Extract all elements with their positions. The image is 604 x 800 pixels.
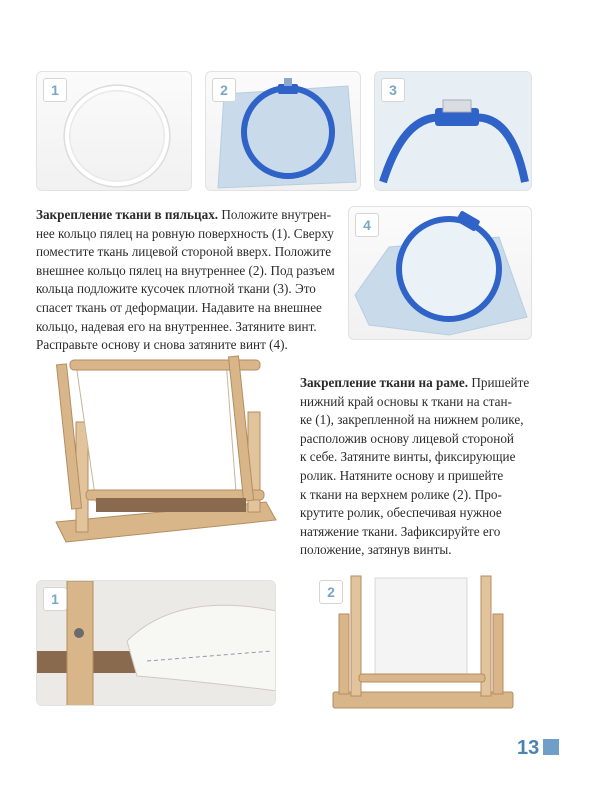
text-line: к себе. Затяните винты, фиксирующие	[300, 449, 516, 465]
text-line: поместите ткань лицевой стороной вверх. Положите	[36, 244, 332, 260]
text-line: нижний край основы к ткани на стан-	[300, 393, 512, 409]
frame-with-fabric-illustration	[313, 574, 532, 714]
text-line: расположив основу лицевой стороной	[300, 430, 514, 446]
roller-closeup-illustration	[37, 581, 276, 706]
step-number: 1	[43, 78, 67, 102]
step-number: 1	[43, 587, 67, 611]
text-line: Пришейте	[468, 375, 530, 390]
text-line: кольца подложите кусочек плотной ткани (3). Это	[36, 281, 316, 297]
frame-heading: Закрепление ткани на раме.	[300, 375, 469, 390]
text-line: Положите внутрен-	[218, 207, 331, 222]
step-number: 4	[355, 213, 379, 237]
page-number-marker	[543, 739, 559, 755]
photo-outer-hoop-on-fabric	[205, 71, 361, 191]
step-number: 2	[212, 78, 236, 102]
photo-embroidery-frame	[36, 352, 286, 557]
text-line: ролик. Натяните основу и пришейте	[300, 467, 504, 483]
photo-fabric-on-frame	[313, 574, 532, 714]
photo-inner-hoop	[36, 71, 192, 191]
text-line: крутите ролик, обеспечивая нужное	[300, 505, 502, 521]
text-line: натяжение ткани. Зафиксируйте его	[300, 523, 501, 539]
text-line: положение, затянув винты.	[300, 542, 452, 558]
text-line: внешнее кольцо пялец на внутреннее (2). Под разъем	[36, 262, 335, 278]
photo-sewing-to-roller	[36, 580, 276, 706]
frame-instructions	[300, 374, 550, 560]
text-line: спасет ткань от деформации. Надавите на внешнее	[36, 299, 322, 315]
text-line: к ткани на верхнем ролике (2). Про-	[300, 486, 502, 502]
text-line: Расправьте основу и снова затяните винт (4).	[36, 337, 288, 353]
step-number: 2	[319, 580, 343, 604]
hoop-heading: Закрепление ткани в пяльцах.	[36, 207, 219, 222]
frame-stand-illustration	[36, 352, 286, 557]
photo-fabric-under-clasp	[374, 71, 532, 191]
photo-hoop-tightened	[348, 206, 532, 340]
page-number: 13	[517, 737, 540, 759]
text-line: нее кольцо пялец на ровную поверхность (1). Сверху	[36, 225, 334, 241]
hoop-instructions	[36, 206, 346, 355]
text-line: ке (1), закрепленной на нижнем ролике,	[300, 412, 524, 428]
text-line: кольцо, надевая его на внутреннее. Затяните винт.	[36, 318, 317, 334]
step-number: 3	[381, 78, 405, 102]
